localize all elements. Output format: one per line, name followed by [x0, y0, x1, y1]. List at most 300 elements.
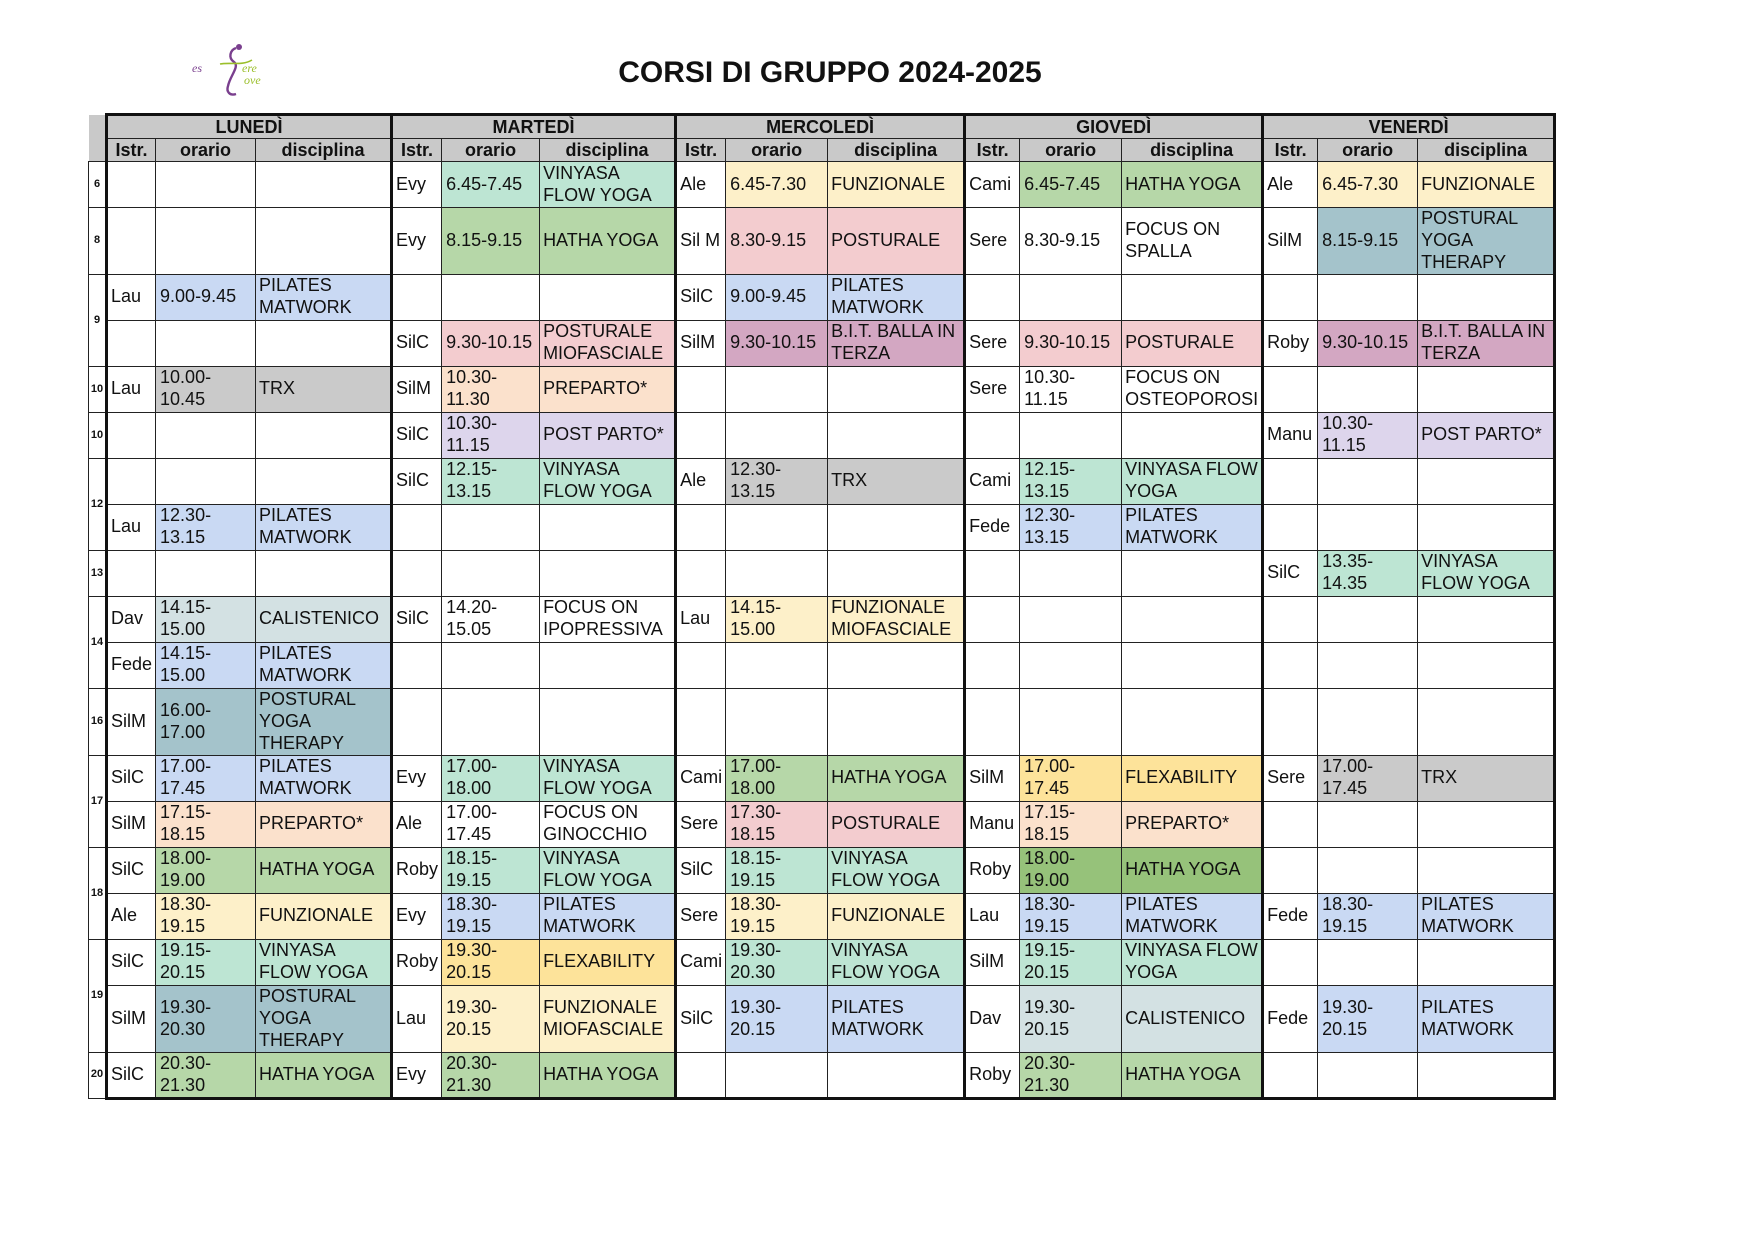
time-cell — [156, 162, 256, 208]
time-cell: 18.30-19.15 — [1020, 893, 1122, 939]
time-cell: 9.30-10.15 — [1020, 320, 1122, 366]
instructor-cell — [1263, 688, 1318, 755]
time-cell: 19.30-20.30 — [156, 985, 256, 1052]
discipline-cell: PREPARTO* — [1122, 801, 1263, 847]
time-cell: 10.30-11.15 — [1318, 412, 1418, 458]
time-cell — [1318, 642, 1418, 688]
hour-label: 14 — [89, 596, 107, 688]
instructor-cell: Ale — [1263, 162, 1318, 208]
time-cell: 9.00-9.45 — [156, 274, 256, 320]
time-cell: 8.15-9.15 — [442, 208, 540, 275]
discipline-cell: HATHA YOGA — [1122, 1052, 1263, 1098]
hour-label: 13 — [89, 550, 107, 596]
discipline-cell: POSTURALE — [1122, 320, 1263, 366]
instructor-cell — [107, 550, 156, 596]
time-cell: 12.30-13.15 — [1020, 504, 1122, 550]
instructor-cell — [1263, 642, 1318, 688]
time-cell: 18.15-19.15 — [726, 847, 828, 893]
instructor-cell: Manu — [1263, 412, 1318, 458]
discipline-cell — [1418, 1052, 1555, 1098]
discipline-cell: PILATES MATWORK — [256, 274, 392, 320]
instructor-cell: Ale — [676, 162, 726, 208]
time-cell: 12.30-13.15 — [726, 458, 828, 504]
instructor-cell: Evy — [392, 755, 442, 801]
discipline-cell: CALISTENICO — [256, 596, 392, 642]
instructor-cell — [676, 366, 726, 412]
instructor-cell — [676, 688, 726, 755]
schedule-row — [89, 688, 1555, 755]
discipline-cell — [1418, 596, 1555, 642]
discipline-cell: FUNZIONALE — [828, 162, 965, 208]
instructor-cell: SilC — [676, 847, 726, 893]
day-header-mercoledi: MERCOLEDÌ — [676, 115, 965, 139]
instructor-cell: Lau — [965, 893, 1020, 939]
instructor-cell: SilC — [1263, 550, 1318, 596]
time-cell: 8.30-9.15 — [1020, 208, 1122, 275]
time-cell — [726, 550, 828, 596]
time-header: orario — [1318, 139, 1418, 162]
discipline-cell: FOCUS ON GINOCCHIO — [540, 801, 676, 847]
instructor-cell: Lau — [107, 504, 156, 550]
schedule-row — [89, 274, 1555, 320]
instructor-cell: Ale — [107, 893, 156, 939]
instructor-cell: Dav — [965, 985, 1020, 1052]
time-cell — [1020, 274, 1122, 320]
schedule-row — [89, 1052, 1555, 1098]
instructor-cell: Ale — [392, 801, 442, 847]
discipline-cell: FUNZIONALE MIOFASCIALE — [828, 596, 965, 642]
instructor-cell: Fede — [1263, 893, 1318, 939]
instructor-cell — [676, 642, 726, 688]
discipline-cell: FUNZIONALE — [1418, 162, 1555, 208]
time-cell — [1318, 688, 1418, 755]
hour-label: 9 — [89, 274, 107, 366]
instructor-cell — [392, 688, 442, 755]
day-header-martedi: MARTEDÌ — [392, 115, 676, 139]
discipline-cell — [1418, 642, 1555, 688]
time-cell: 6.45-7.45 — [442, 162, 540, 208]
time-cell: 18.30-19.15 — [1318, 893, 1418, 939]
time-cell: 10.30-11.15 — [442, 412, 540, 458]
time-cell — [1318, 847, 1418, 893]
schedule-row — [89, 755, 1555, 801]
discipline-cell — [256, 458, 392, 504]
instructor-header: Istr. — [676, 139, 726, 162]
time-cell: 9.30-10.15 — [442, 320, 540, 366]
discipline-cell: PILATES MATWORK — [828, 274, 965, 320]
instructor-cell: SilM — [107, 801, 156, 847]
instructor-cell: SilC — [392, 596, 442, 642]
discipline-cell — [1418, 458, 1555, 504]
discipline-cell: B.I.T. BALLA IN TERZA — [828, 320, 965, 366]
time-cell: 13.35-14.35 — [1318, 550, 1418, 596]
discipline-header: disciplina — [1418, 139, 1555, 162]
discipline-cell — [1418, 847, 1555, 893]
discipline-cell: FOCUS ON SPALLA — [1122, 208, 1263, 275]
instructor-cell: SilM — [965, 755, 1020, 801]
instructor-cell — [392, 274, 442, 320]
time-cell — [1020, 688, 1122, 755]
time-cell: 14.15-15.00 — [726, 596, 828, 642]
time-cell: 6.45-7.30 — [726, 162, 828, 208]
time-cell — [1318, 939, 1418, 985]
discipline-cell — [1122, 688, 1263, 755]
discipline-cell: PILATES MATWORK — [828, 985, 965, 1052]
corner-blank — [89, 115, 107, 139]
instructor-cell — [965, 550, 1020, 596]
discipline-cell — [828, 642, 965, 688]
discipline-cell: B.I.T. BALLA IN TERZA — [1418, 320, 1555, 366]
discipline-cell: PILATES MATWORK — [256, 755, 392, 801]
instructor-cell: Sere — [965, 208, 1020, 275]
time-cell: 6.45-7.45 — [1020, 162, 1122, 208]
time-cell: 18.30-19.15 — [442, 893, 540, 939]
discipline-cell — [540, 642, 676, 688]
discipline-cell: HATHA YOGA — [540, 1052, 676, 1098]
discipline-cell: POSTURALE — [828, 801, 965, 847]
instructor-cell — [107, 208, 156, 275]
discipline-cell — [1122, 412, 1263, 458]
discipline-cell: POSTURAL YOGA THERAPY — [1418, 208, 1555, 275]
discipline-cell — [1418, 274, 1555, 320]
discipline-cell — [1122, 550, 1263, 596]
discipline-cell — [540, 504, 676, 550]
time-cell — [726, 642, 828, 688]
instructor-cell: Evy — [392, 208, 442, 275]
time-cell: 17.00-18.00 — [442, 755, 540, 801]
time-cell — [1318, 274, 1418, 320]
discipline-cell — [256, 412, 392, 458]
discipline-cell — [540, 550, 676, 596]
instructor-header: Istr. — [965, 139, 1020, 162]
page-title: CORSI DI GRUPPO 2024-2025 — [618, 56, 1042, 89]
discipline-cell — [1418, 366, 1555, 412]
instructor-cell: Roby — [392, 939, 442, 985]
discipline-cell — [540, 688, 676, 755]
discipline-cell — [1418, 801, 1555, 847]
discipline-header: disciplina — [540, 139, 676, 162]
day-header-giovedi: GIOVEDÌ — [965, 115, 1263, 139]
hour-label: 12 — [89, 458, 107, 550]
discipline-cell — [256, 208, 392, 275]
instructor-cell: Evy — [392, 893, 442, 939]
discipline-cell — [256, 320, 392, 366]
discipline-cell — [828, 1052, 965, 1098]
time-cell: 18.00-19.00 — [1020, 847, 1122, 893]
discipline-cell: POST PARTO* — [540, 412, 676, 458]
time-cell: 18.15-19.15 — [442, 847, 540, 893]
time-cell: 10.30-11.30 — [442, 366, 540, 412]
instructor-cell: Evy — [392, 1052, 442, 1098]
instructor-cell: Sil M — [676, 208, 726, 275]
instructor-cell — [1263, 596, 1318, 642]
instructor-cell: SilC — [107, 939, 156, 985]
instructor-cell: SilM — [1263, 208, 1318, 275]
time-cell: 10.30-11.15 — [1020, 366, 1122, 412]
instructor-cell: Lau — [107, 366, 156, 412]
discipline-cell — [1418, 939, 1555, 985]
time-cell — [442, 504, 540, 550]
discipline-cell: HATHA YOGA — [1122, 847, 1263, 893]
instructor-cell: Manu — [965, 801, 1020, 847]
instructor-cell — [392, 642, 442, 688]
instructor-cell — [676, 412, 726, 458]
time-cell: 8.30-9.15 — [726, 208, 828, 275]
instructor-cell — [107, 162, 156, 208]
discipline-header: disciplina — [828, 139, 965, 162]
instructor-cell: SilM — [107, 985, 156, 1052]
instructor-cell: SilC — [107, 847, 156, 893]
discipline-cell: VINYASA FLOW YOGA — [256, 939, 392, 985]
discipline-cell: VINYASA FLOW YOGA — [828, 847, 965, 893]
time-cell — [156, 208, 256, 275]
corner-blank — [89, 139, 107, 162]
instructor-cell — [965, 596, 1020, 642]
discipline-cell: PILATES MATWORK — [256, 642, 392, 688]
time-cell: 20.30-21.30 — [442, 1052, 540, 1098]
schedule-row — [89, 320, 1555, 366]
instructor-cell — [107, 458, 156, 504]
time-cell: 9.30-10.15 — [726, 320, 828, 366]
instructor-cell: Ale — [676, 458, 726, 504]
instructor-cell — [965, 274, 1020, 320]
logo-image — [190, 42, 290, 98]
time-cell: 20.30-21.30 — [1020, 1052, 1122, 1098]
instructor-cell: Sere — [676, 801, 726, 847]
time-cell: 12.30-13.15 — [156, 504, 256, 550]
time-cell: 8.15-9.15 — [1318, 208, 1418, 275]
discipline-cell: PILATES MATWORK — [1418, 985, 1555, 1052]
time-cell — [1020, 412, 1122, 458]
time-cell — [1020, 550, 1122, 596]
time-cell — [442, 550, 540, 596]
time-cell — [726, 688, 828, 755]
time-cell: 17.00-17.45 — [1318, 755, 1418, 801]
instructor-cell — [1263, 801, 1318, 847]
discipline-cell: POSTURAL YOGA THERAPY — [256, 985, 392, 1052]
schedule-row — [89, 458, 1555, 504]
discipline-cell — [256, 162, 392, 208]
time-cell: 18.00-19.00 — [156, 847, 256, 893]
time-cell — [1318, 596, 1418, 642]
instructor-cell: SilM — [107, 688, 156, 755]
hour-label: 18 — [89, 847, 107, 939]
instructor-cell: Roby — [392, 847, 442, 893]
discipline-cell: FOCUS ON OSTEOPOROSI — [1122, 366, 1263, 412]
instructor-cell — [676, 550, 726, 596]
time-cell: 14.15-15.00 — [156, 596, 256, 642]
schedule-row — [89, 893, 1555, 939]
time-cell — [442, 688, 540, 755]
time-cell — [1318, 504, 1418, 550]
time-cell: 19.30-20.30 — [726, 939, 828, 985]
discipline-cell — [828, 366, 965, 412]
instructor-cell — [392, 504, 442, 550]
discipline-cell: PREPARTO* — [256, 801, 392, 847]
time-cell — [442, 274, 540, 320]
discipline-cell: POSTURAL YOGA THERAPY — [256, 688, 392, 755]
hour-label: 10 — [89, 412, 107, 458]
discipline-cell — [828, 550, 965, 596]
instructor-cell: SilM — [965, 939, 1020, 985]
discipline-cell: POST PARTO* — [1418, 412, 1555, 458]
time-header: orario — [156, 139, 256, 162]
day-header-lunedi: LUNEDÌ — [107, 115, 392, 139]
svg-text:ove: ove — [244, 73, 261, 87]
instructor-header: Istr. — [107, 139, 156, 162]
discipline-cell: VINYASA FLOW YOGA — [1418, 550, 1555, 596]
discipline-cell: PILATES MATWORK — [1418, 893, 1555, 939]
instructor-cell: Cami — [965, 458, 1020, 504]
discipline-cell: PILATES MATWORK — [256, 504, 392, 550]
instructor-cell: Roby — [1263, 320, 1318, 366]
svg-text:ere: ere — [242, 61, 257, 75]
instructor-cell: SilM — [392, 366, 442, 412]
instructor-cell — [1263, 939, 1318, 985]
discipline-cell: VINYASA FLOW YOGA — [828, 939, 965, 985]
discipline-cell: PILATES MATWORK — [1122, 504, 1263, 550]
discipline-cell: VINYASA FLOW YOGA — [540, 847, 676, 893]
instructor-cell: Roby — [965, 847, 1020, 893]
discipline-cell: VINYASA FLOW YOGA — [540, 458, 676, 504]
instructor-cell: SilC — [676, 985, 726, 1052]
instructor-cell: Fede — [1263, 985, 1318, 1052]
schedule-row — [89, 550, 1555, 596]
discipline-cell — [828, 688, 965, 755]
instructor-cell: SilM — [676, 320, 726, 366]
hour-label: 17 — [89, 755, 107, 847]
instructor-cell: Lau — [676, 596, 726, 642]
time-cell: 19.30-20.15 — [1020, 985, 1122, 1052]
time-cell: 17.15-18.15 — [156, 801, 256, 847]
discipline-cell: HATHA YOGA — [540, 208, 676, 275]
instructor-cell: Sere — [965, 320, 1020, 366]
discipline-cell: FLEXABILITY — [1122, 755, 1263, 801]
time-cell: 17.30-18.15 — [726, 801, 828, 847]
instructor-cell: Dav — [107, 596, 156, 642]
discipline-cell — [1418, 504, 1555, 550]
instructor-header: Istr. — [1263, 139, 1318, 162]
discipline-cell: CALISTENICO — [1122, 985, 1263, 1052]
time-cell: 14.15-15.00 — [156, 642, 256, 688]
instructor-cell — [676, 504, 726, 550]
instructor-cell — [1263, 458, 1318, 504]
time-cell: 20.30-21.30 — [156, 1052, 256, 1098]
time-cell — [156, 320, 256, 366]
schedule-row — [89, 642, 1555, 688]
instructor-cell: SilC — [392, 320, 442, 366]
discipline-cell: FOCUS ON IPOPRESSIVA — [540, 596, 676, 642]
instructor-cell — [1263, 1052, 1318, 1098]
schedule-row — [89, 939, 1555, 985]
time-cell — [726, 412, 828, 458]
hour-label: 19 — [89, 939, 107, 1052]
time-cell: 19.30-20.15 — [726, 985, 828, 1052]
discipline-cell — [540, 274, 676, 320]
time-cell: 17.15-18.15 — [1020, 801, 1122, 847]
time-cell — [1318, 458, 1418, 504]
schedule-table — [88, 113, 1556, 1100]
schedule-row — [89, 801, 1555, 847]
instructor-cell: Lau — [392, 985, 442, 1052]
schedule-row — [89, 847, 1555, 893]
schedule-row — [89, 162, 1555, 208]
time-cell: 18.30-19.15 — [726, 893, 828, 939]
instructor-cell — [965, 688, 1020, 755]
time-cell — [726, 1052, 828, 1098]
instructor-cell: Sere — [965, 366, 1020, 412]
time-cell: 6.45-7.30 — [1318, 162, 1418, 208]
discipline-cell — [1122, 642, 1263, 688]
discipline-cell: POSTURALE MIOFASCIALE — [540, 320, 676, 366]
instructor-cell: SilC — [676, 274, 726, 320]
time-cell: 12.15-13.15 — [1020, 458, 1122, 504]
time-cell: 16.00-17.00 — [156, 688, 256, 755]
instructor-cell — [1263, 366, 1318, 412]
discipline-cell: HATHA YOGA — [256, 1052, 392, 1098]
time-cell — [726, 504, 828, 550]
time-cell — [156, 458, 256, 504]
discipline-cell: VINYASA FLOW YOGA — [540, 755, 676, 801]
time-cell — [1318, 801, 1418, 847]
instructor-cell — [107, 320, 156, 366]
schedule-row — [89, 985, 1555, 1052]
time-cell: 19.30-20.15 — [442, 939, 540, 985]
discipline-cell — [1122, 596, 1263, 642]
hour-label: 10 — [89, 366, 107, 412]
svg-text:es: es — [192, 61, 202, 75]
hour-label: 16 — [89, 688, 107, 755]
instructor-cell: Cami — [965, 162, 1020, 208]
discipline-cell: FUNZIONALE — [256, 893, 392, 939]
discipline-cell: TRX — [828, 458, 965, 504]
discipline-cell — [256, 550, 392, 596]
schedule-row — [89, 208, 1555, 275]
time-cell: 19.30-20.15 — [1318, 985, 1418, 1052]
time-cell: 18.30-19.15 — [156, 893, 256, 939]
time-cell — [1318, 366, 1418, 412]
discipline-header: disciplina — [1122, 139, 1263, 162]
time-cell: 19.15-20.15 — [156, 939, 256, 985]
instructor-cell — [1263, 504, 1318, 550]
discipline-cell: PILATES MATWORK — [540, 893, 676, 939]
discipline-cell: POSTURALE — [828, 208, 965, 275]
discipline-cell: PREPARTO* — [540, 366, 676, 412]
instructor-cell: SilC — [392, 412, 442, 458]
instructor-header: Istr. — [392, 139, 442, 162]
time-header: orario — [1020, 139, 1122, 162]
hour-label: 20 — [89, 1052, 107, 1098]
time-cell — [156, 412, 256, 458]
discipline-header: disciplina — [256, 139, 392, 162]
time-cell: 14.20-15.05 — [442, 596, 540, 642]
time-cell: 12.15-13.15 — [442, 458, 540, 504]
instructor-cell: Fede — [965, 504, 1020, 550]
instructor-cell: SilC — [392, 458, 442, 504]
time-cell: 17.00-18.00 — [726, 755, 828, 801]
discipline-cell: VINYASA FLOW YOGA — [1122, 939, 1263, 985]
time-cell: 19.15-20.15 — [1020, 939, 1122, 985]
instructor-cell — [1263, 274, 1318, 320]
time-cell: 10.00-10.45 — [156, 366, 256, 412]
discipline-cell — [828, 412, 965, 458]
discipline-cell — [1122, 274, 1263, 320]
discipline-cell: HATHA YOGA — [1122, 162, 1263, 208]
instructor-cell — [676, 1052, 726, 1098]
time-cell: 19.30-20.15 — [442, 985, 540, 1052]
time-cell — [1020, 596, 1122, 642]
discipline-cell: TRX — [256, 366, 392, 412]
